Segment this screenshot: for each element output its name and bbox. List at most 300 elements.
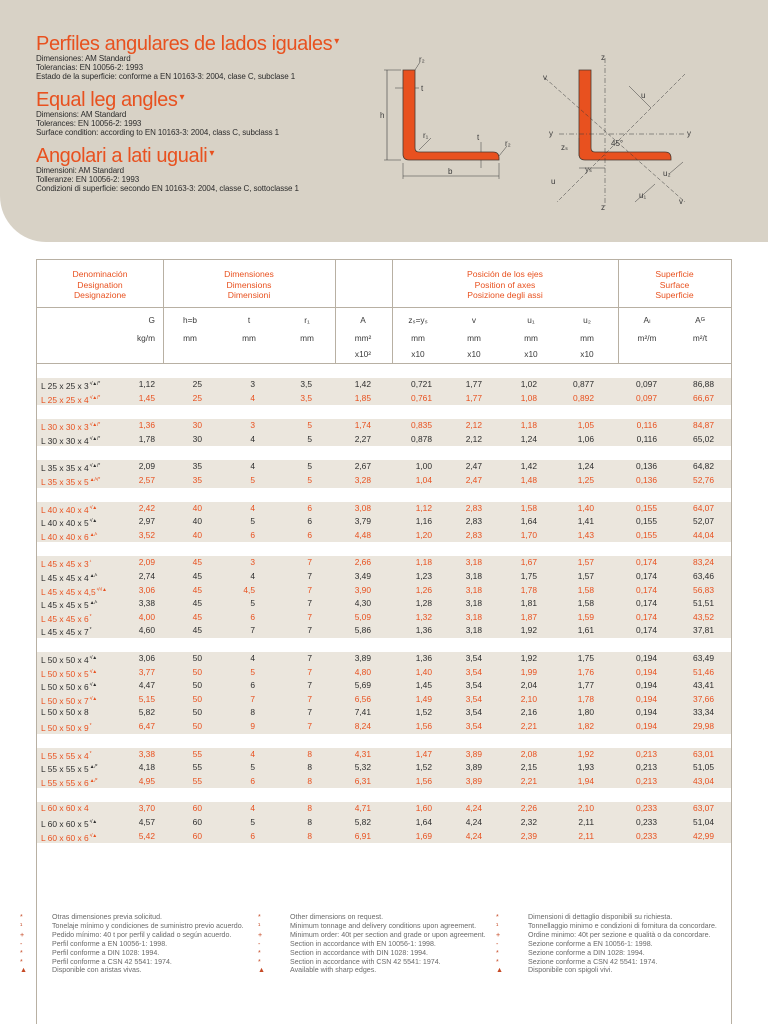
cell-G: 2,74 <box>138 571 155 581</box>
designation-cell: L 45 x 45 x $3^{^1}$ <box>41 559 92 570</box>
cell-r1: 7 <box>307 680 312 691</box>
designation-cell: L 50 x 50 x 9* <box>41 723 92 733</box>
footnote-item: ▲ Disponible con aristas vivas. <box>20 966 142 975</box>
cell-t: 3 <box>250 379 255 389</box>
cell-G: 5,42 <box>138 830 155 841</box>
spec-line: Tolleranze: EN 10056-2: 1993 <box>36 175 140 185</box>
footnote-marker: ¹/▲ <box>89 819 98 825</box>
cell-u1: 1,92 <box>520 625 537 636</box>
cell-zs: 1,28 <box>415 598 432 609</box>
cell-hb: 45 <box>192 557 202 568</box>
footnote-marker: ▲/¹ <box>89 531 98 538</box>
cell-zs: 0,835 <box>411 420 432 431</box>
cell-Ag: 63,46 <box>693 571 714 581</box>
cell-Ag: 84,87 <box>693 420 714 431</box>
cell-u1: 1,92 <box>520 653 537 663</box>
designation-cell: L 45 x 45 x 6* <box>41 613 92 624</box>
spec-line: Dimensioni: AM Standard <box>36 166 124 175</box>
footnote-item: ¹ Tonnellaggio minimo e condizioni di fornitura da concordare. <box>496 921 717 930</box>
table-row <box>37 433 731 447</box>
cell-Al: 0,097 <box>636 379 657 389</box>
diagram-label: y <box>687 129 691 138</box>
cell-G: 2,09 <box>138 557 155 568</box>
table-row <box>37 584 731 598</box>
footnote-marker: ▲/¹ <box>89 600 98 607</box>
cell-r1: 3,5 <box>300 379 312 389</box>
cell-A: 2,67 <box>354 461 371 472</box>
footnote-item: - Section in accordance with EN 10056-1: 1998. <box>258 939 436 948</box>
cell-Al: 0,213 <box>636 762 657 773</box>
cell-zs: 1,26 <box>415 584 432 595</box>
table-row <box>37 460 731 474</box>
column-scale-label: x10 <box>411 349 425 359</box>
cell-u2: 1,61 <box>577 625 594 636</box>
cell-Al: 0,213 <box>636 775 657 786</box>
cell-u2: 0,892 <box>573 392 594 403</box>
cell-Al: 0,174 <box>636 625 657 636</box>
cell-zs: 1,69 <box>415 830 432 841</box>
table-row <box>37 679 731 693</box>
designation-cell: L 50 x 50 x $4^{^1/▲}$ <box>41 655 98 665</box>
table-row <box>37 748 731 762</box>
cell-hb: 50 <box>192 693 202 704</box>
cell-Al: 0,174 <box>636 598 657 609</box>
spec-line: Surface condition: according to EN 10163-3: 2004, class C, subclass 1 <box>36 128 280 138</box>
diagram-label: r₂ <box>505 139 511 148</box>
cell-hb: 55 <box>192 762 202 773</box>
cell-t: 4 <box>250 653 255 663</box>
cell-hb: 45 <box>192 584 202 595</box>
cell-A: 4,48 <box>354 529 371 540</box>
cell-hb: 25 <box>192 392 202 403</box>
cell-zs: 1,16 <box>415 516 432 527</box>
cell-Ag: 33,34 <box>693 707 714 718</box>
cell-hb: 25 <box>192 379 202 389</box>
column-units-label: mm <box>300 333 314 343</box>
cell-Ag: 52,07 <box>693 516 714 527</box>
diagram-label: h <box>380 111 385 120</box>
dropdown-triangle-icon: ▾ <box>209 148 214 159</box>
cell-u1: 1,78 <box>520 584 537 595</box>
cell-v: 3,89 <box>465 762 482 773</box>
designation-cell: L 50 x 50 x $6^{^1/▲}$ <box>41 682 98 693</box>
diagram-label: u <box>551 177 556 186</box>
cell-r1: 7 <box>307 721 312 731</box>
cell-Ag: 64,82 <box>693 461 714 472</box>
cell-u2: 1,94 <box>577 775 594 786</box>
cell-zs: 1,52 <box>415 762 432 773</box>
angle-section-diagram <box>375 52 525 182</box>
cell-u2: 1,43 <box>577 529 594 540</box>
cell-hb: 50 <box>192 653 202 663</box>
cell-A: 2,27 <box>354 433 371 444</box>
designation-cell: L 50 x 50 x 8 <box>41 707 89 718</box>
cell-hb: 50 <box>192 707 202 718</box>
footnote-marker: ¹/▲/* <box>89 394 100 401</box>
cell-Ag: 42,99 <box>693 830 714 841</box>
cell-hb: 45 <box>192 598 202 609</box>
column-units-label: mm <box>411 333 425 343</box>
cell-u2: 1,78 <box>577 693 594 704</box>
cell-Al: 0,097 <box>636 392 657 403</box>
column-scale-label: x10 <box>524 349 538 359</box>
cell-u2: 1,06 <box>577 433 594 444</box>
cell-u2: 1,92 <box>577 748 594 759</box>
designation-cell: L 60 x 60 x 4 <box>41 803 89 814</box>
cell-v: 3,18 <box>465 557 482 568</box>
column-symbols-label: G <box>148 315 155 325</box>
cell-u1: 1,81 <box>520 598 537 609</box>
footnote-item: ▲ Available with sharp edges. <box>258 966 377 975</box>
cell-v: 1,77 <box>465 379 482 389</box>
footnote-marker: ¹/▲ <box>89 695 98 702</box>
heading-en <box>36 88 279 138</box>
footnote-item: ¹ Tonelaje mínimo y condiciones de suministro previo acuerdo. <box>20 921 244 930</box>
column-units-label: m²/m <box>637 333 657 343</box>
cell-zs: 1,56 <box>415 721 432 731</box>
table-row <box>37 720 731 734</box>
cell-G: 3,06 <box>138 653 155 663</box>
table-row <box>37 419 731 433</box>
dropdown-triangle-icon: ▾ <box>179 92 185 103</box>
table-row <box>37 761 731 775</box>
cell-t: 4,5 <box>243 584 255 595</box>
cell-t: 3 <box>250 557 255 568</box>
column-scale-label: x10 <box>467 349 481 359</box>
cell-u1: 1,24 <box>520 433 537 444</box>
cell-t: 5 <box>250 516 255 527</box>
divider <box>618 260 619 364</box>
cell-u2: 1,59 <box>577 611 594 622</box>
cell-t: 4 <box>250 748 255 759</box>
dropdown-triangle-icon: ▾ <box>334 36 339 47</box>
column-symbols-label: h=b <box>182 315 198 325</box>
cell-Ag: 83,24 <box>693 557 714 568</box>
footnote-marker: ¹/▲ <box>89 832 98 839</box>
cell-G: 4,18 <box>138 762 155 773</box>
cell-A: 3,90 <box>354 584 371 595</box>
cell-hb: 40 <box>192 516 202 527</box>
cell-Ag: 51,04 <box>693 817 714 827</box>
designation-cell: L 45 x 45 x $4^{▲/^1}$ <box>41 573 98 583</box>
cell-hb: 35 <box>192 461 202 472</box>
column-scale-label: x10 <box>580 349 594 359</box>
cell-v: 2,83 <box>465 502 482 513</box>
diagram-label: t <box>477 133 480 142</box>
footnote-marker: * <box>89 723 92 729</box>
spec-line: Dimensiones: AM Standard <box>36 54 131 63</box>
column-symbols-label: u₂ <box>583 315 591 325</box>
cell-r1: 5 <box>307 433 312 444</box>
cell-v: 3,18 <box>465 611 482 622</box>
footnotes-en <box>258 913 494 975</box>
cell-A: 6,91 <box>354 830 371 841</box>
cell-Al: 0,174 <box>636 584 657 595</box>
cell-u2: 1,24 <box>577 461 594 472</box>
column-units-label: mm <box>467 333 481 343</box>
column-units-label: mm <box>580 333 594 343</box>
cell-Al: 0,233 <box>636 817 657 827</box>
cell-v: 3,18 <box>465 598 482 609</box>
cell-G: 2,42 <box>138 502 155 513</box>
cell-A: 1,42 <box>354 379 371 389</box>
spec-line: Estado de la superficie: conforme a EN 10163-3: 2004, clase C, subclase 1 <box>36 72 296 82</box>
cell-v: 3,54 <box>465 707 482 718</box>
cell-u1: 2,04 <box>520 680 537 691</box>
cell-t: 3 <box>250 420 255 431</box>
cell-G: 4,60 <box>138 625 155 636</box>
cell-hb: 50 <box>192 721 202 731</box>
cell-t: 4 <box>250 803 255 814</box>
cell-t: 6 <box>250 529 255 540</box>
cell-t: 6 <box>250 680 255 691</box>
diagram-label: r₂ <box>419 55 425 64</box>
cell-A: 6,56 <box>354 693 371 704</box>
cell-r1: 7 <box>307 571 312 581</box>
cell-v: 3,54 <box>465 666 482 677</box>
cell-u2: 2,10 <box>577 803 594 814</box>
cell-u1: 1,70 <box>520 529 537 540</box>
cell-Al: 0,116 <box>636 420 657 431</box>
cell-v: 4,24 <box>465 830 482 841</box>
cell-v: 3,18 <box>465 571 482 581</box>
cell-u2: 1,75 <box>577 653 594 663</box>
cell-u1: 1,64 <box>520 516 537 527</box>
cell-Al: 0,194 <box>636 693 657 704</box>
cell-u2: 1,93 <box>577 762 594 773</box>
table-row <box>37 556 731 570</box>
footnote-item: - Sezione conforme a EN 10056-1: 1998. <box>496 939 653 948</box>
cell-hb: 55 <box>192 775 202 786</box>
designation-cell: L 40 x 40 x $4^{^1/▲}$ <box>41 504 98 515</box>
cell-G: 3,52 <box>138 529 155 540</box>
designation-cell: L 60 x 60 x $5^{^1/▲}$ <box>41 819 98 829</box>
cell-v: 2,47 <box>465 461 482 472</box>
divider <box>163 260 164 364</box>
cell-v: 3,18 <box>465 584 482 595</box>
cell-G: 4,47 <box>138 680 155 691</box>
diagram-label: yₛ <box>585 165 592 174</box>
footnote-marker: ¹/▲ <box>89 504 98 511</box>
cell-v: 1,77 <box>465 392 482 403</box>
cell-G: 1,45 <box>138 392 155 403</box>
cell-r1: 8 <box>307 817 312 827</box>
cell-hb: 50 <box>192 680 202 691</box>
cell-t: 8 <box>250 707 255 718</box>
group-dimensions: Dimensiones Dimensions Dimensioni <box>224 269 274 301</box>
table-row <box>37 816 731 830</box>
cell-t: 5 <box>250 762 255 773</box>
designation-cell: L 50 x 50 x $5^{^1/▲}$ <box>41 668 98 679</box>
designation-cell: L 40 x 40 x $6^{▲/^1}$ <box>41 531 98 542</box>
designation-cell: L 30 x 30 x $3^{^1/▲/*}$ <box>41 422 100 433</box>
cell-Ag: 66,67 <box>693 392 714 403</box>
column-units-label: mm <box>183 333 197 343</box>
cell-u2: 1,25 <box>577 475 594 485</box>
cell-hb: 40 <box>192 502 202 513</box>
cell-v: 2,12 <box>465 433 482 444</box>
column-symbols-label: Aᴳ <box>695 315 705 325</box>
table-row <box>37 570 731 584</box>
cell-Ag: 29,98 <box>693 721 714 731</box>
cell-G: 3,38 <box>138 598 155 609</box>
designation-cell: L 30 x 30 x $4^{^1/▲/*}$ <box>41 435 100 446</box>
cell-A: 4,30 <box>354 598 371 609</box>
table-row <box>37 652 731 666</box>
column-symbols-label: u₁ <box>527 315 535 325</box>
cell-r1: 8 <box>307 803 312 814</box>
cell-G: 4,95 <box>138 775 155 786</box>
diagram-label: 45° <box>611 139 624 148</box>
designation-cell: L 55 x 55 x 6▲/* <box>41 777 98 788</box>
diagram-label: v <box>543 73 547 82</box>
cell-A: 4,31 <box>354 748 371 759</box>
cell-A: 5,86 <box>354 625 371 636</box>
footnote-item: * Perfil conforme a CSN 42 5541: 1974. <box>20 957 172 966</box>
cell-t: 5 <box>250 475 255 485</box>
cell-Al: 0,174 <box>636 557 657 568</box>
cell-Ag: 43,41 <box>693 680 714 691</box>
cell-zs: 1,36 <box>415 653 432 663</box>
footnote-item: * Sezione conforme a CSN 42 5541: 1974. <box>496 957 658 966</box>
cell-u2: 1,58 <box>577 584 594 595</box>
footnote-marker: * <box>89 613 92 620</box>
spec-line: Condizioni di superficie: secondo EN 10163-3: 2004, classe C, sottoclasse 1 <box>36 184 299 194</box>
cell-zs: 1,64 <box>415 817 432 827</box>
footnote-marker: ▲/* <box>89 764 98 771</box>
cell-Al: 0,194 <box>636 721 657 731</box>
cell-u2: 1,41 <box>577 516 594 527</box>
cell-r1: 6 <box>307 516 312 527</box>
diagram-label: b <box>448 167 453 176</box>
cell-r1: 6 <box>307 502 312 513</box>
footnote-marker: * <box>89 627 92 634</box>
cell-t: 5 <box>250 666 255 677</box>
cell-G: 3,06 <box>138 584 155 595</box>
cell-Ag: 51,51 <box>693 598 714 609</box>
cell-Ag: 63,07 <box>693 803 714 814</box>
cell-Al: 0,194 <box>636 666 657 677</box>
cell-G: 3,38 <box>138 748 155 759</box>
cell-u1: 2,26 <box>520 803 537 814</box>
cell-zs: 0,761 <box>411 392 432 403</box>
table-row <box>37 666 731 680</box>
footnote-item: * Perfil conforme a DIN 1028: 1994. <box>20 948 160 957</box>
cell-r1: 8 <box>307 748 312 759</box>
diagram-label: zₛ <box>561 143 568 152</box>
cell-hb: 30 <box>192 433 202 444</box>
cell-u1: 1,08 <box>520 392 537 403</box>
cell-Ag: 37,81 <box>693 625 714 636</box>
diagram-label: z <box>601 53 605 62</box>
table-row <box>37 502 731 516</box>
title-it: Angolari a lati uguali ▾ <box>36 145 214 167</box>
cell-Ag: 86,88 <box>693 379 714 389</box>
cell-u1: 2,32 <box>520 817 537 827</box>
cell-t: 4 <box>250 461 255 472</box>
cell-Al: 0,233 <box>636 803 657 814</box>
cell-r1: 7 <box>307 707 312 718</box>
title-en: Equal leg angles ▾ <box>36 89 185 111</box>
cell-G: 3,70 <box>138 803 155 814</box>
cell-A: 8,24 <box>354 721 371 731</box>
cell-G: 5,15 <box>138 693 155 704</box>
cell-v: 3,54 <box>465 680 482 691</box>
designation-cell: L 25 x 25 x $3^{^1/▲/*}$ <box>41 381 100 391</box>
footnote-item: * Sezione conforme a DIN 1028: 1994. <box>496 948 645 957</box>
cell-zs: 1,49 <box>415 693 432 704</box>
footnote-item: * Otras dimensiones previa solicitud. <box>20 913 163 921</box>
table-row <box>37 624 731 638</box>
cell-hb: 40 <box>192 529 202 540</box>
footnote-item: * Dimensioni di dettaglio disponibili su richiesta. <box>496 913 673 921</box>
cell-t: 6 <box>250 611 255 622</box>
cell-u1: 1,02 <box>520 379 537 389</box>
cell-r1: 7 <box>307 625 312 636</box>
cell-u1: 1,18 <box>520 420 537 431</box>
spec-line: Dimensions: AM Standard <box>36 110 127 119</box>
cell-G: 4,00 <box>138 611 155 622</box>
table-row <box>37 693 731 707</box>
cell-v: 2,12 <box>465 420 482 431</box>
cell-r1: 7 <box>307 693 312 704</box>
cell-v: 3,89 <box>465 748 482 759</box>
diagram-label: r₁ <box>423 131 429 140</box>
cell-r1: 8 <box>307 830 312 841</box>
divider <box>392 260 393 364</box>
cell-Al: 0,174 <box>636 571 657 581</box>
cell-u1: 1,67 <box>520 557 537 568</box>
column-units-label: mm <box>242 333 256 343</box>
footnote-marker: ¹/▲/* <box>89 422 100 429</box>
cell-r1: 5 <box>307 461 312 472</box>
cell-G: 2,57 <box>138 475 155 485</box>
cell-r1: 7 <box>307 557 312 568</box>
designation-cell: L 55 x 55 x 5▲/* <box>41 764 98 775</box>
table-units-header <box>37 308 731 364</box>
cell-t: 4 <box>250 392 255 403</box>
cell-zs: 1,18 <box>415 557 432 568</box>
table-row <box>37 378 731 392</box>
cell-A: 7,41 <box>354 707 371 718</box>
cell-u2: 1,05 <box>577 420 594 431</box>
cell-A: 3,08 <box>354 502 371 513</box>
cell-hb: 45 <box>192 625 202 636</box>
profile-table <box>20 259 732 1024</box>
cell-Al: 0,213 <box>636 748 657 759</box>
footnote-item: + Ordine minimo: 40t per sezione e qualità o da concordare. <box>496 930 711 939</box>
table-row <box>37 392 731 406</box>
cell-Al: 0,174 <box>636 611 657 622</box>
title-es: Perfiles angulares de lados iguales ▾ <box>36 33 339 55</box>
cell-t: 6 <box>250 830 255 841</box>
table-row <box>37 802 731 816</box>
footnote-marker: ▲/* <box>89 777 98 784</box>
cell-r1: 7 <box>307 584 312 595</box>
divider <box>335 260 336 364</box>
cell-u2: 2,11 <box>578 830 594 841</box>
cell-Ag: 51,05 <box>693 762 714 773</box>
table-row <box>37 830 731 844</box>
cell-G: 4,57 <box>138 817 155 827</box>
cell-G: 1,12 <box>138 379 155 389</box>
cell-A: 1,74 <box>354 420 371 431</box>
cell-A: 3,28 <box>354 475 371 485</box>
footnote-marker: ▲/¹ <box>89 573 98 579</box>
designation-cell: L 60 x 60 x $6^{^1/▲}$ <box>41 832 98 843</box>
cell-A: 6,31 <box>354 775 371 786</box>
cell-hb: 45 <box>192 611 202 622</box>
